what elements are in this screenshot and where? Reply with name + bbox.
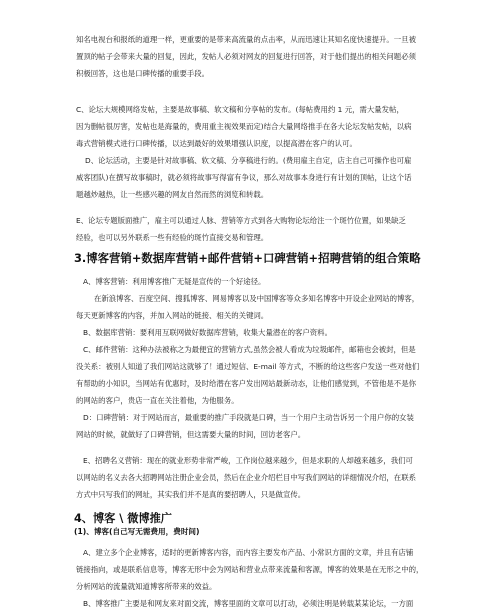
body-line: 链接指向，或是联系信息等，博客无形中会为网站和营业点带来流量和客源，博客的效果是在无形之中的， bbox=[76, 565, 424, 574]
body-line: D：口碑营销：对于网站而言，最重要的推广手段就是口碑，当一个用户主动告诉另一个用户你的女装 bbox=[83, 413, 414, 422]
body-line: A、建立多个企业博客，适时的更新博客内容，而内容主要发布产品、小常识方面的文章，并且有店铺 bbox=[83, 548, 414, 557]
body-line: 威客团队)在撰写故事稿时，就必须将故事写得富有争议，那么对故事本身进行有计划的顶帖，让这个话 bbox=[76, 173, 412, 182]
subsection-heading: (1)、博客(自己写无需费用，费时间) bbox=[74, 527, 200, 536]
body-line: 网站的时候，就做好了口碑营销，但这需要大量的时间，回访老客户。 bbox=[76, 430, 306, 439]
body-line: C、邮件营销：这种办法被称之为最便宜的营销方式,虽然会被人看成为垃圾邮件，邮箱也会被封，但是 bbox=[83, 345, 416, 354]
body-line: 积极回答，这也是口碑传播的重要手段。 bbox=[76, 69, 210, 78]
body-line: 以网站的名义去各大招聘网站注册企业会员，然后在企业介绍栏目中写我们网站的详细情况介绍，在联系 bbox=[76, 473, 416, 482]
body-line: B、数据库营销：要利用互联网做好数据库营销，收集大量潜在的客户资料。 bbox=[83, 328, 332, 337]
body-line: 题越炒越热，让一些感兴趣的网友自然而然的浏览和转载。 bbox=[76, 190, 269, 199]
body-line: 毒式营销模式进行口碑传播，以达到最好的效果增强认识度，以提高潜在客户的认可。 bbox=[76, 139, 357, 148]
section-heading-3: 3.博客营销+数据库营销+邮件营销+口碑营销+招聘营销的组合策略 bbox=[74, 251, 421, 265]
body-line: 没关系：被别人知道了我们网站这就够了！通过短信、E-mail 等方式，不断的给这些客户发送一些对他们 bbox=[76, 362, 420, 371]
body-line: 有帮助的小知识，当网站有优惠时，及时给潜在客户发出网站最新动态，让他们感觉到，不管他是不是你 bbox=[76, 379, 416, 388]
body-line: C、论坛大规模网络发帖，主要是故事稿、软文稿和分享帖的发布。(每帖费用约 1 元，需大量发帖， bbox=[76, 105, 404, 114]
body-line: 的网站的客户，贵店一直在关注着他，为他服务。 bbox=[76, 396, 239, 405]
body-line: A、博客营销：利用博客推广无疑是宣传的一个好途径。 bbox=[83, 277, 266, 286]
body-line: D、论坛活动，主要是针对故事稿、软文稿、分享稿进行的。(费用雇主自定，店主自己可操作也可雇 bbox=[85, 156, 412, 165]
body-line: 知名电视台和报纸的道理一样，更重要的是带来高流量的点击率，从而迅速让其知名度快速提升。一旦被 bbox=[76, 35, 416, 44]
body-line: 在新浪博客、百度空间、搜狐博客、网易博客以及中国博客等众多知名博客中开设企业网站的博客， bbox=[94, 294, 420, 303]
body-line: 经验，也可以另外联系一些有经验的斑竹直接交易和管理。 bbox=[76, 233, 269, 242]
body-line: 因为删帖很厉害，发帖也是海量的，费用重主视效果而定)结合大量网络推手在各大论坛发帖发帖，以病 bbox=[76, 122, 412, 131]
body-line: B、博客推广主要是和网友来对面交流，博客里面的文章可以打动，必须注明是转载某某论坛，一方面 bbox=[83, 599, 414, 608]
body-line: 方式中只写我们的网址，其实我们并不是真的要招聘人，只是做宣传。 bbox=[76, 490, 306, 499]
body-line: 每天更新博客的内容，并加入网站的链接、相关的关键词。 bbox=[76, 311, 269, 320]
body-line: 置顶的帖子会带来大量的回复，因此，发帖人必须对网友的回复进行回答，对于他们提出的相关问题必须 bbox=[76, 52, 416, 61]
section-heading-4: 4、博客 \ 微博推广 bbox=[74, 512, 172, 525]
body-line: E、招聘名义营销：现在的就业形势非常严峻，工作岗位越来越少，但是求职的人却越来越多，我们可 bbox=[83, 456, 413, 465]
body-line: E、论坛专题版面推广，雇主可以通过人脉、营销等方式到各大购物论坛给注一个斑竹位置，如果缺乏 bbox=[76, 216, 406, 225]
body-line: 分析网站的流量就知道博客所带来的效益。 bbox=[76, 582, 217, 591]
